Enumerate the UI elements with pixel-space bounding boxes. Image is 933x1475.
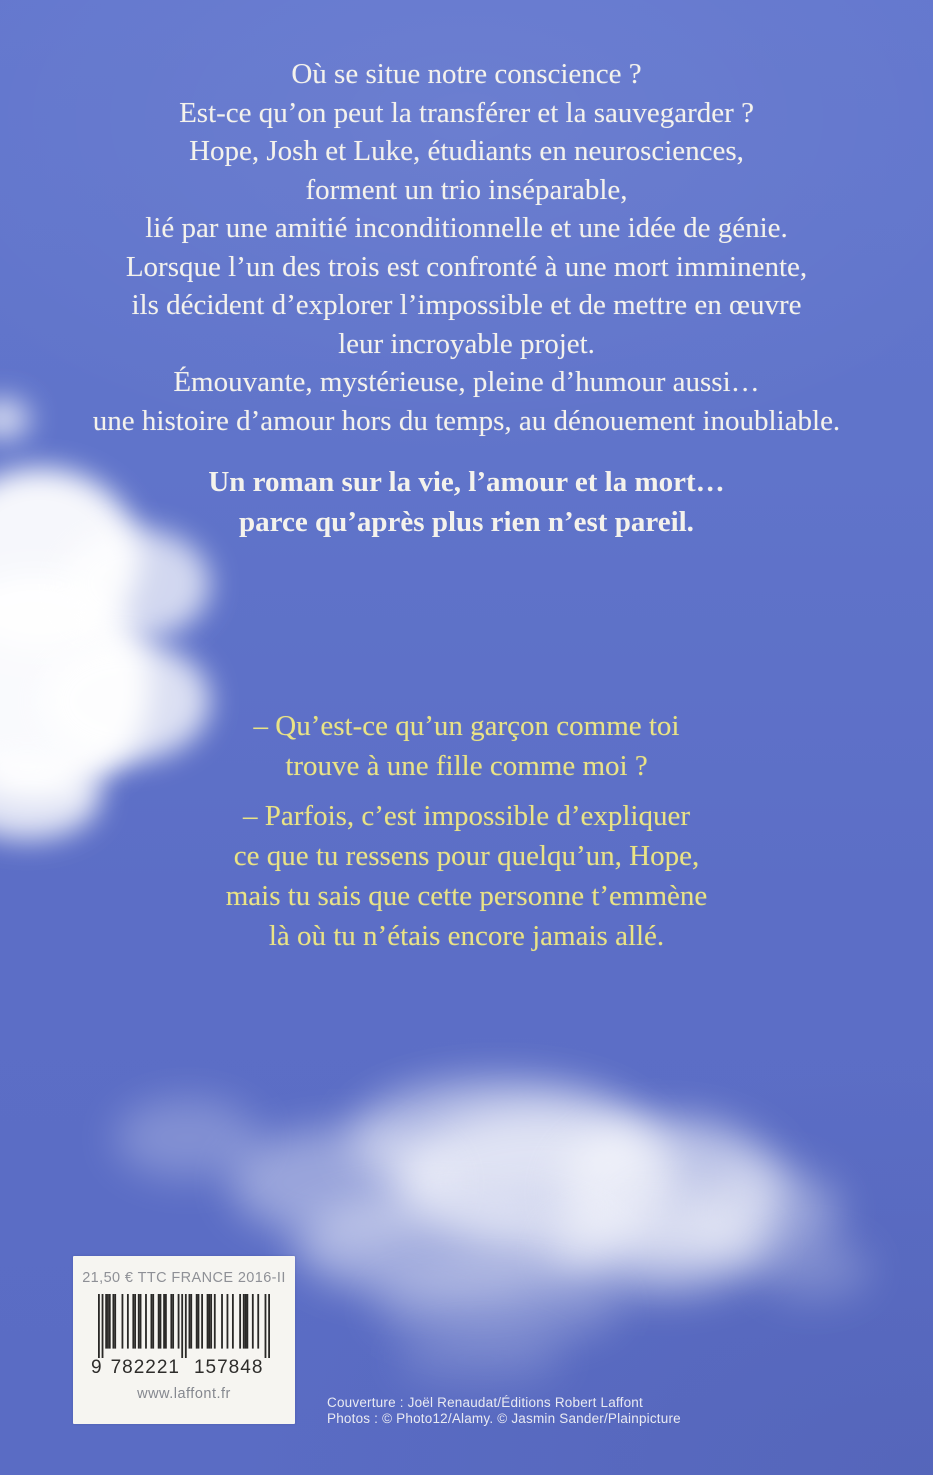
synopsis-line: Hope, Josh et Luke, étudiants en neurosciences, bbox=[189, 135, 744, 167]
publisher-website: www.laffont.fr bbox=[137, 1386, 231, 1402]
quote-line: ce que tu ressens pour quelqu’un, Hope, bbox=[233, 840, 700, 872]
synopsis-line: Émouvante, mystérieuse, pleine d’humour aussi… bbox=[173, 366, 760, 398]
quote-line: – Parfois, c’est impossible d’expliquer bbox=[243, 800, 690, 832]
synopsis-line: forment un trio inséparable, bbox=[305, 173, 628, 206]
credits-text bbox=[327, 1395, 681, 1427]
synopsis-line: lié par une amitié inconditionnelle et une idée de génie. bbox=[145, 212, 788, 244]
barcode-label bbox=[73, 1256, 295, 1424]
quote-line: mais tu sais que cette personne t’emmène bbox=[225, 880, 708, 912]
ean-group1: 782221 bbox=[110, 1357, 180, 1378]
cloud-puff bbox=[115, 1098, 260, 1178]
ean-digits bbox=[91, 1357, 277, 1379]
quote-line: trouve à une fille comme moi ? bbox=[285, 750, 648, 782]
tagline-text bbox=[0, 462, 933, 542]
credits-line: Couverture : Joël Renaudat/Éditions Robert Laffont bbox=[327, 1395, 643, 1410]
synopsis-line: Est-ce qu’on peut la transférer et la sauvegarder ? bbox=[179, 96, 754, 129]
synopsis-text bbox=[0, 55, 933, 440]
tagline-line: Un roman sur la vie, l’amour et la mort… bbox=[208, 466, 725, 498]
ean-group2: 157848 bbox=[193, 1357, 264, 1378]
synopsis-line: Où se situe notre conscience ? bbox=[291, 58, 642, 90]
synopsis-line: leur incroyable projet. bbox=[338, 327, 595, 360]
synopsis-line: une histoire d’amour hors du temps, au dénouement inoubliable. bbox=[92, 404, 841, 437]
quote-line: là où tu n’étais encore jamais allé. bbox=[268, 920, 665, 952]
dialogue-quote-1 bbox=[0, 706, 933, 786]
quote-line: – Qu’est-ce qu’un garçon comme toi bbox=[253, 710, 680, 742]
dialogue-quote-2 bbox=[0, 796, 933, 956]
credits-line: Photos : © Photo12/Alamy. © Jasmin Sander/Plainpicture bbox=[327, 1411, 681, 1426]
cloud-puff bbox=[395, 1330, 565, 1388]
price-text: 21,50 € TTC FRANCE 2016-II bbox=[82, 1270, 286, 1286]
synopsis-line: Lorsque l’un des trois est confronté à une mort imminente, bbox=[125, 250, 808, 283]
ean-prefix: 9 bbox=[91, 1357, 103, 1378]
synopsis-line: ils décident d’explorer l’impossible et de mettre en œuvre bbox=[131, 289, 802, 321]
cloud-puff bbox=[60, 528, 210, 640]
cloud-puff bbox=[755, 1238, 870, 1300]
ean-barcode-icon bbox=[98, 1294, 270, 1358]
tagline-line: parce qu’après plus rien n’est pareil. bbox=[239, 506, 694, 538]
